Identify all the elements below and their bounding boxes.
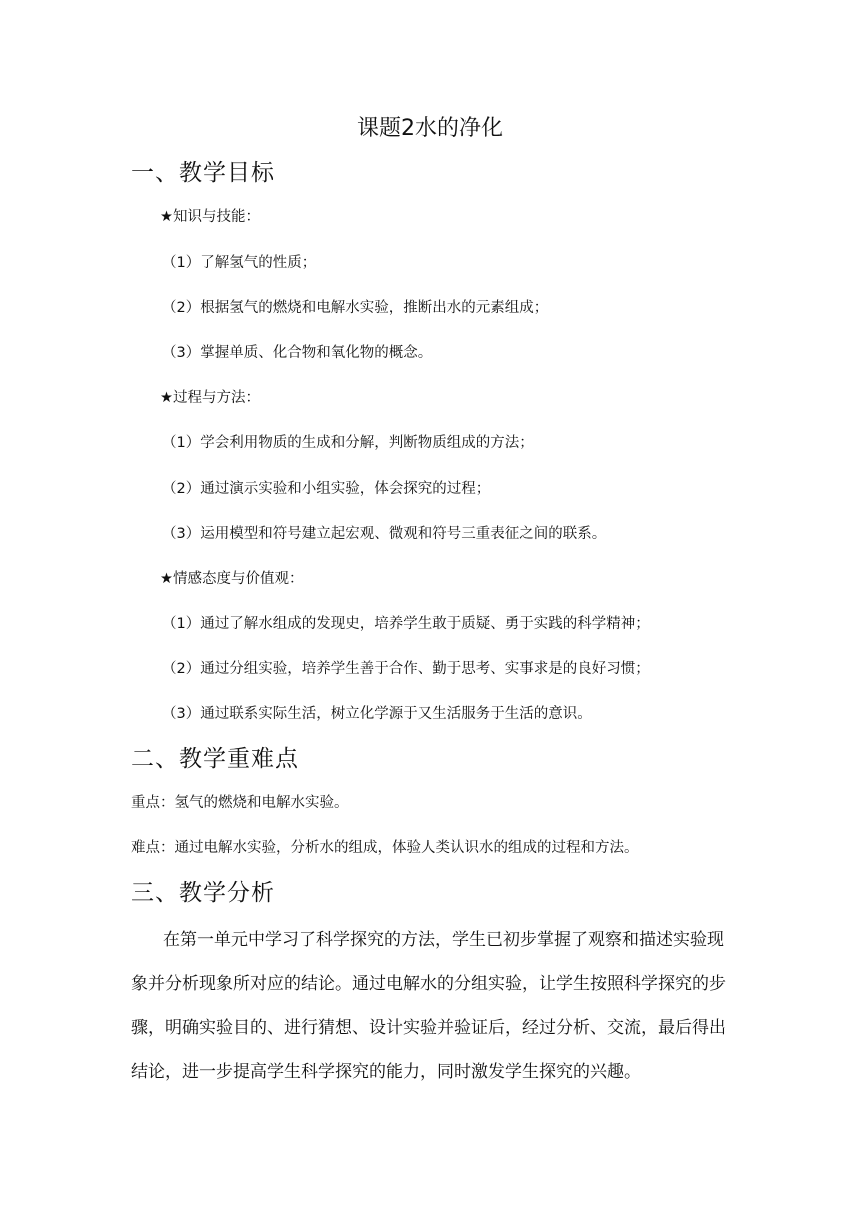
process-item-3: （3）运用模型和符号建立起宏观、微观和符号三重表征之间的联系。 xyxy=(162,526,607,542)
key-point-text: 重点：氢气的燃烧和电解水实验。 xyxy=(131,795,349,811)
section-heading-teaching-analysis: 三、教学分析 xyxy=(131,880,275,906)
document-title: 课题2水的净化 xyxy=(357,116,503,141)
section-heading-teaching-goals: 一、教学目标 xyxy=(131,160,275,186)
knowledge-item-2: （2）根据氢气的燃烧和电解水实验，推断出水的元素组成； xyxy=(162,300,549,316)
knowledge-skills-label: ★知识与技能： xyxy=(160,209,260,225)
analysis-line-4: 结论，进一步提高学生科学探究的能力，同时激发学生探究的兴趣。 xyxy=(131,1062,641,1082)
process-methods-label: ★过程与方法： xyxy=(160,390,260,406)
analysis-line-3: 骤，明确实验目的、进行猜想、设计实验并验证后，经过分析、交流，最后得出 xyxy=(131,1018,726,1038)
analysis-line-2: 象并分析现象所对应的结论。通过电解水的分组实验，让学生按照科学探究的步 xyxy=(131,974,726,994)
analysis-line-1: 在第一单元中学习了科学探究的方法，学生已初步掌握了观察和描述实验现 xyxy=(163,930,724,950)
difficulty-text: 难点：通过电解水实验，分析水的组成，体验人类认识水的组成的过程和方法。 xyxy=(131,840,639,856)
knowledge-item-1: （1）了解氢气的性质； xyxy=(162,255,317,271)
section-heading-key-difficulties: 二、教学重难点 xyxy=(131,746,299,772)
emotion-item-3: （3）通过联系实际生活，树立化学源于又生活服务于生活的意识。 xyxy=(162,706,592,722)
emotion-item-2: （2）通过分组实验，培养学生善于合作、勤于思考、实事求是的良好习惯； xyxy=(162,661,650,677)
process-item-1: （1）学会利用物质的生成和分解，判断物质组成的方法； xyxy=(162,435,534,451)
process-item-2: （2）通过演示实验和小组实验，体会探究的过程； xyxy=(162,481,491,497)
emotion-values-label: ★情感态度与价值观： xyxy=(160,571,304,587)
teaching-analysis-paragraph xyxy=(131,925,735,1082)
emotion-item-1: （1）通过了解水组成的发现史，培养学生敢于质疑、勇于实践的科学精神； xyxy=(162,616,650,632)
knowledge-item-3: （3）掌握单质、化合物和氧化物的概念。 xyxy=(162,345,433,361)
